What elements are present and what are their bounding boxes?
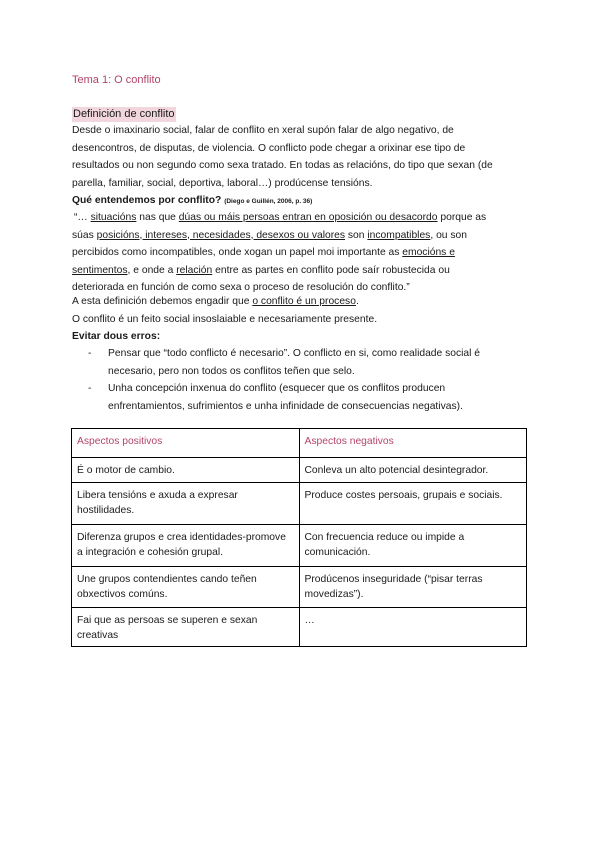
list-item-text: enfrentamientos, sufrimientos e unha infinidade de consecuencias negativas).: [108, 400, 463, 412]
header-negative: Aspectos negativos: [299, 429, 527, 458]
table-cell: Con frecuencia reduce ou impide a comunicación.: [299, 525, 527, 567]
quote-text: , ou son: [430, 229, 467, 241]
process-paragraph: [72, 293, 527, 346]
list-item-text: Unha concepción inxenua do conflito (esquecer que os conflitos producen: [108, 383, 446, 394]
list-item: [88, 380, 528, 415]
quote-key-term: emocións e: [402, 247, 455, 258]
quote-text: percibidos como incompatibles, onde xogan un papel moi importante as: [72, 247, 403, 258]
list-item: [88, 345, 528, 380]
table-cell: Une grupos contendientes cando teñen obxectivos comúns.: [72, 567, 300, 608]
table-cell: Prodúcenos inseguridade (“pisar terras movedizas”).: [299, 567, 527, 608]
social-line: O conflito é un feito social insoslaiable e necesariamente presente.: [72, 313, 378, 325]
table-header-row: [72, 429, 527, 458]
quote-key-term: sentimentos: [72, 264, 128, 276]
add-line-key-term: o conflito é un proceso: [252, 296, 356, 307]
intro-line: Desde o imaxinario social, falar de conflito en xeral supón falar de algo negativo, de: [72, 125, 454, 136]
table-cell: Produce costes persoais, grupais e sociais.: [299, 483, 527, 525]
table-row: [72, 483, 527, 525]
table-cell: É o motor de cambio.: [72, 458, 300, 483]
bullet-dash-icon: -: [88, 348, 92, 359]
list-item-text: necesario, pero non todos os conflitos teñen que selo.: [108, 365, 355, 377]
list-item-text: Pensar que “todo conflicto é necesario”. O conflicto en si, como realidade social é: [108, 348, 481, 359]
header-positive: Aspectos positivos: [72, 429, 300, 458]
table-cell: Libera tensións e axuda a expresar hostilidades.: [72, 483, 300, 525]
table-cell: …: [299, 608, 527, 647]
quote-text: son: [345, 229, 368, 241]
table-cell: Diferenza grupos e crea identidades-promove a integración e cohesión grupal.: [72, 525, 300, 567]
add-line-text: .: [355, 296, 359, 307]
definition-quote: [74, 209, 529, 297]
question-citation: (Diego e Guillén, 2006, p. 36): [224, 198, 313, 205]
intro-line: desencontros, de disputas, de violencia. O conflicto pode chegar a orixinar ese tipo de: [72, 142, 466, 154]
quote-key-term: relación: [176, 264, 213, 276]
quote-key-term: posicións, intereses, necesidades, desexos ou valores: [96, 229, 346, 241]
question-line: [72, 192, 527, 210]
intro-line: resultados ou non segundo como sexa tratado. En todas as relacións, do tipo que sexan (de: [72, 160, 493, 171]
table-row: [72, 567, 527, 608]
errors-list: [88, 345, 528, 415]
quote-text: “…: [74, 212, 91, 223]
quote-key-term: situacións: [90, 212, 137, 223]
intro-paragraph: [72, 122, 527, 192]
table-row: [72, 608, 527, 647]
table-cell: Fai que as persoas se superen e sexan creativas: [72, 608, 300, 647]
page-title: Tema 1: O conflito: [72, 74, 161, 86]
section-heading: Definición de conflito: [73, 108, 175, 120]
quote-text: porque as: [437, 212, 487, 223]
quote-key-term: dúas ou máis persoas entran en oposición ou desacordo: [178, 212, 438, 223]
quote-key-term: incompatibles: [367, 229, 431, 241]
avoid-heading: Evitar dous erros:: [72, 331, 161, 342]
table-row: [72, 525, 527, 567]
bullet-dash-icon: -: [88, 383, 92, 394]
intro-line: parella, familiar, social, deportiva, laboral…) prodúcense tensións.: [72, 177, 373, 189]
quote-text: , e onde a: [127, 264, 177, 276]
question-text: Qué entendemos por conflito?: [72, 195, 222, 206]
quote-text: súas: [72, 229, 97, 241]
quote-text: nas que: [136, 212, 179, 223]
quote-text: entre as partes en conflito pode saír robustecida ou: [212, 264, 450, 276]
table-row: [72, 458, 527, 483]
aspects-table: [71, 428, 527, 647]
quote-text: deteriorada en función de como sexa o proceso de resolución do conflito.”: [72, 282, 410, 293]
add-line-text: A esta definición debemos engadir que: [72, 296, 253, 307]
table-cell: Conleva un alto potencial desintegrador.: [299, 458, 527, 483]
